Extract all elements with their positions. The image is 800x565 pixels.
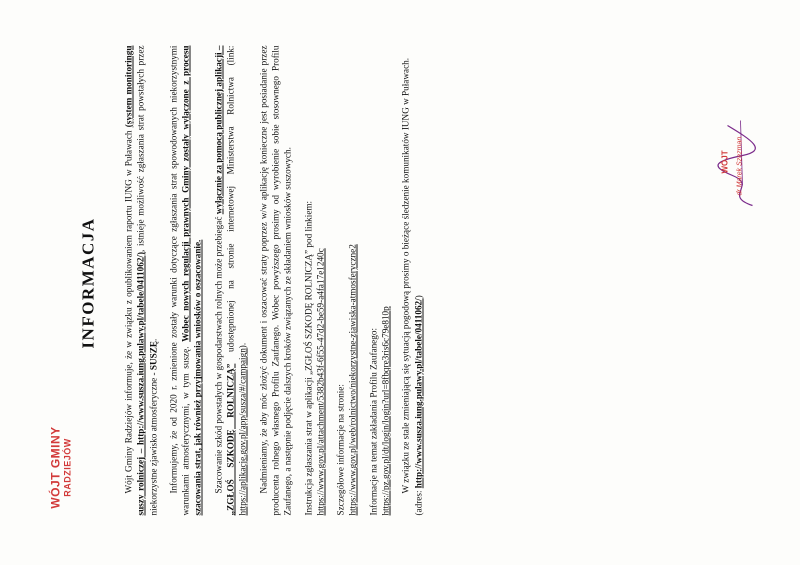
- p7-link[interactable]: https://pz.gov.pl/dt/login/login?url=8fbqre3ris6c79e810p: [380, 305, 391, 515]
- paragraph-6: [334, 45, 359, 515]
- paragraph-4: Nadmieniamy, że aby móc złożyć dokument i oszacować straty poprzez w/w aplikację konieczne jest posiadanie przez producenta rolnego własnego Profilu Zaufanego. Wobec powyższego prosimy od wyrobienie sobie stosownego Profilu Zaufanego, a następnie podjęcie dalszych kroków związanych ze składaniem wniosków suszowych.: [257, 45, 293, 515]
- p1-text-1: Wójt Gminy Radziejów informuje, że w związku z opublikowaniem raportu IUNG w Puławach: [123, 126, 133, 493]
- p7-text: Informacje na temat zakładania Profilu Zaufanego:: [367, 327, 378, 515]
- p3-text-5: ).: [237, 342, 248, 348]
- signature-name: dr Marek Szezman: [736, 136, 743, 195]
- paragraph-2: [167, 45, 204, 515]
- paragraph-3: [212, 45, 249, 515]
- paragraph-7: [367, 45, 392, 515]
- p2-text-1: Informujemy, że od 2020 r. zmienione zostały warunki dotyczące zgłaszania strat spowodowanych niekorzystnymi warunkami atmosferycznymi, w tym suszę.: [167, 45, 191, 515]
- paragraph-1: [122, 45, 159, 515]
- signature-title: WÓJT: [720, 149, 729, 173]
- stamp-line-2: RADZIEJÓW: [62, 437, 72, 497]
- p1-text-3: , istnieje możliwość zgłaszania strat powstałych przez niekorzystne zjawisko atmosferyczne -: [135, 45, 158, 515]
- stamp-line-1: WÓJT GMINY: [48, 425, 62, 509]
- p3-link[interactable]: https://aplikacje.gov.pl/app/susza/#/campaign: [237, 347, 248, 515]
- p5-link[interactable]: https://www.gov.pl/attachment/5382b43f-6f55-47d2-be59-a4fa17e1240c: [314, 247, 325, 515]
- document-body: [122, 45, 432, 515]
- p3-text-3: udostępnionej na stronie internetowej Ministerstwa Rolnictwa (link:: [225, 45, 236, 364]
- p1-link-text[interactable]: (system monitoringu suszy rolniczej – http://www.susza.iung.pulawy.pl/tabele/0411062/): [123, 45, 146, 515]
- signature-stamp: [712, 85, 767, 215]
- p3-bold-underlined: wyłącznie za pomocą publicznej aplikacji – „ZGŁOŚ SZKODĘ ROLNICZĄ”: [212, 45, 236, 515]
- office-stamp: [48, 407, 72, 527]
- paragraph-8: [399, 45, 424, 515]
- document-title: INFORMACJA: [78, 216, 97, 349]
- p1-bold-susze: SUSZĘ: [147, 340, 158, 370]
- p5-text: Instrukcja zgłaszania strat w aplikacji „ZGŁOŚ SZKODĘ ROLNICZĄ” pod linkiem:: [302, 200, 313, 515]
- p8-text-3: ): [412, 294, 423, 298]
- p3-text-1: Szacowanie szkód powstałych w gospodarstwach rolnych może przebiegać: [212, 213, 223, 493]
- p8-link[interactable]: http://www.susza.iung.pulawy.pl/tabele/0411062/: [412, 297, 423, 488]
- p6-link[interactable]: https://www.gov.pl/web/rolnictwo/niekorzystne-zjawiska-atmosferyczne2: [347, 243, 358, 515]
- p8-text-2: (adres:: [412, 487, 423, 515]
- p6-text: Szczegółowe informacje na stronie:: [335, 383, 346, 515]
- p1-text-5: .: [147, 338, 158, 341]
- p2-bold-underlined: Wobec nowych regulacji prawnych Gminy zostały wyłączone z procesu szacowania strat, jak również przyjmowania wniosków o oszacowanie.: [180, 44, 203, 515]
- p8-text-1: W związku ze stale zmieniającą się sytuacją pogodową prosimy o bieżące śledzenie komunikatów IUNG w Puławach.: [400, 57, 411, 493]
- paragraph-5: [302, 45, 327, 515]
